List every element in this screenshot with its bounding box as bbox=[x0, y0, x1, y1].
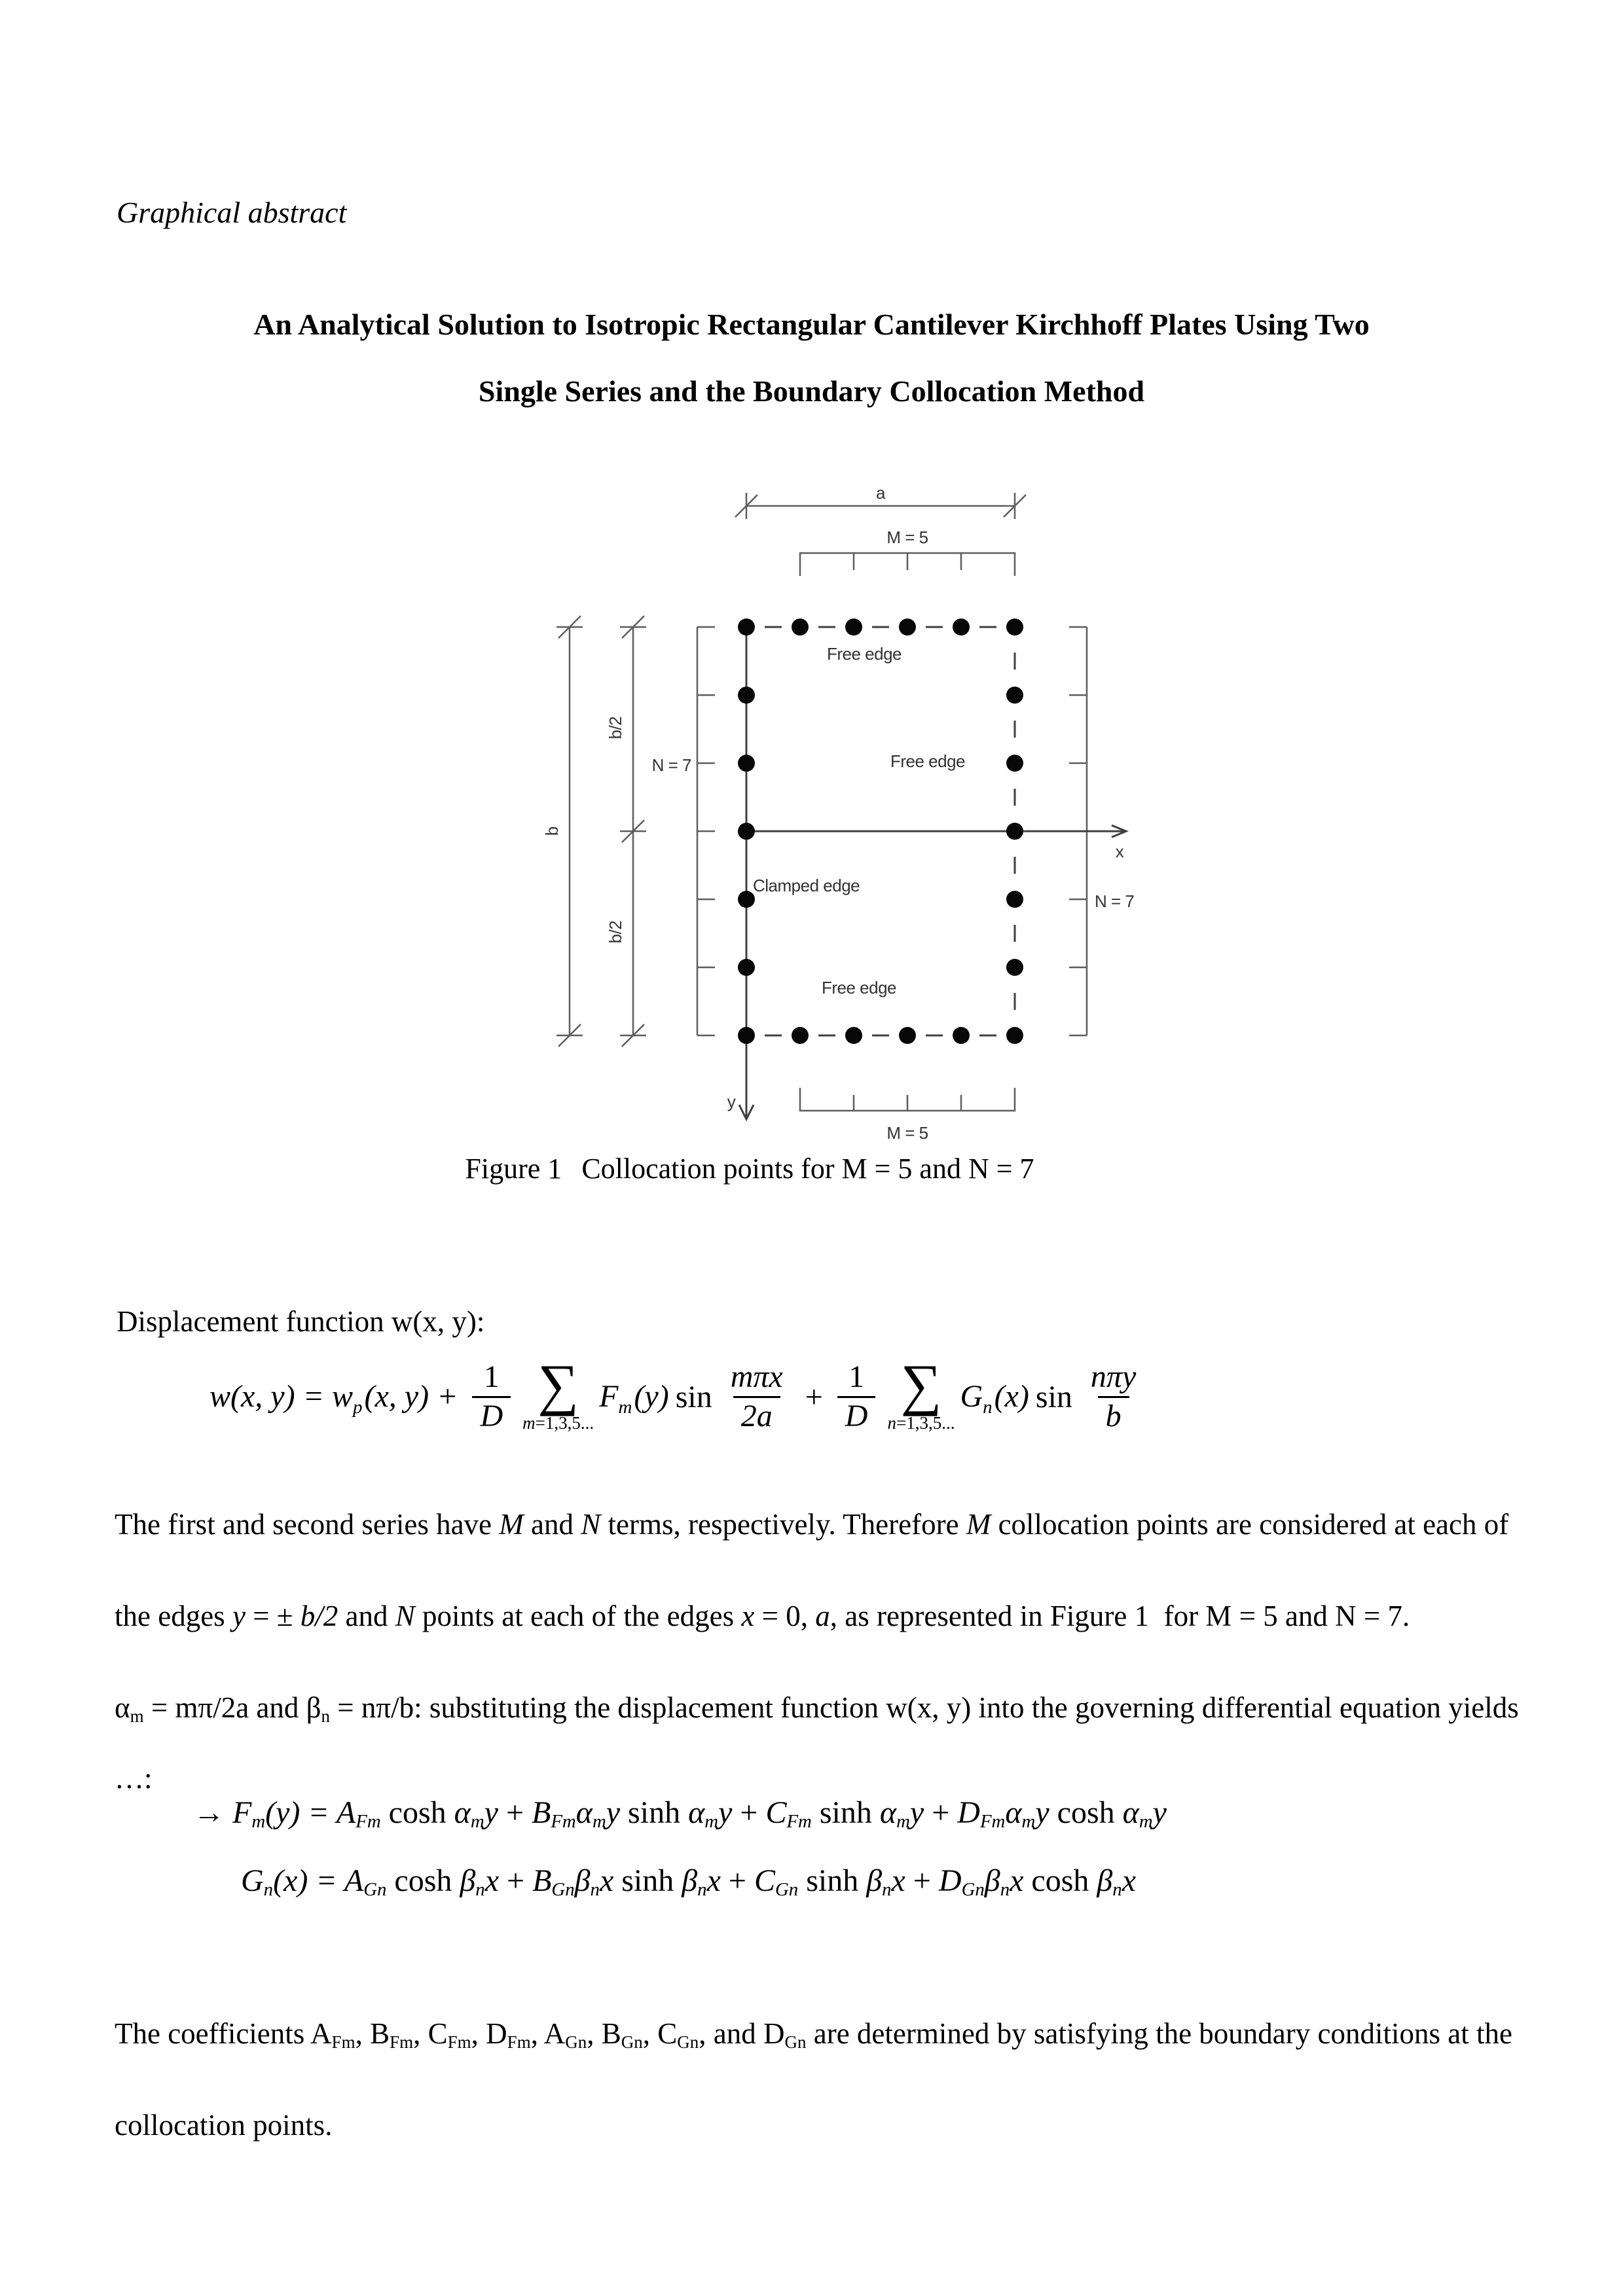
y-axis bbox=[727, 1092, 754, 1119]
fraction-npiy-b: $\frac{\text{nπy}}{b}$ bbox=[1090, 1359, 1137, 1433]
b-half-lower-label: b/2 bbox=[606, 920, 625, 944]
n-left-label: N = 7 bbox=[651, 755, 691, 775]
dimension-b bbox=[542, 616, 583, 1047]
title-line-2: Single Series and the Boundary Collocation Method bbox=[478, 374, 1145, 408]
title-line-1: An Analytical Solution to Isotropic Rectangular Cantilever Kirchhoff Plates Using Two bbox=[253, 308, 1370, 341]
eq1-F: F bbox=[599, 1379, 619, 1414]
equation-displacement-row: w(x, y) = w p (x, y) + $\frac{1}{D}$ ∑ m=1,3,5... F m (y) sin $\frac{\text{mπx}}{2a}$ + $\frac{1}{D}$ ∑ n=1,3,5... G n (x) sin $\frac{\text{nπy}}{b}$ bbox=[210, 1361, 1150, 1433]
figure-caption bbox=[0, 1152, 1499, 1185]
clamped-edge-label: Clamped edge bbox=[753, 876, 860, 895]
paper-title bbox=[0, 306, 1623, 410]
free-edge-bottom-label: Free edge bbox=[821, 978, 897, 997]
free-edge-right-label: Free edge bbox=[890, 751, 966, 771]
ruler-m-bottom bbox=[800, 1088, 1015, 1143]
plate-edges bbox=[746, 627, 1015, 1118]
summation-n: ∑ n=1,3,5... bbox=[887, 1353, 955, 1433]
figure-caption-number: Figure 1 bbox=[465, 1153, 562, 1185]
paragraph-alpha-beta: αm = mπ/2a and βn = nπ/b: substituting the displacement function w(x, y) into the governing differential equation yields bbox=[115, 1691, 1519, 1726]
paragraph-coefficients-line-2: collocation points. bbox=[115, 2109, 333, 2142]
eq1-G: G bbox=[960, 1379, 983, 1414]
fraction-mpix-2a: $\frac{\text{mπx}}{2a}$ bbox=[730, 1359, 783, 1433]
sigma-icon: ∑ bbox=[538, 1353, 579, 1417]
fraction-1-over-D: $\frac{1}{D}$ bbox=[472, 1361, 511, 1433]
m-top-label: M = 5 bbox=[886, 528, 928, 547]
equation-displacement bbox=[210, 1353, 1150, 1433]
paragraph-series-line-1: The first and second series have M and N terms, respectively. Therefore M collocation points are considered at each of bbox=[115, 1508, 1509, 1541]
x-axis-label: x bbox=[1115, 842, 1124, 861]
ruler-n-left bbox=[652, 627, 715, 1035]
b-half-upper-label: b/2 bbox=[606, 716, 625, 740]
fraction-1-over-D-2: $\frac{1}{D}$ bbox=[837, 1361, 876, 1433]
dim-b-label: b bbox=[542, 827, 562, 836]
free-edge-top-label: Free edge bbox=[826, 644, 902, 664]
figure-diagram bbox=[537, 484, 1159, 1145]
ellipsis-line: …: bbox=[115, 1762, 153, 1795]
eq1-lhs-rest: (x, y) + bbox=[364, 1379, 466, 1414]
figure-caption-text: Collocation points for M = 5 and N = 7 bbox=[581, 1153, 1034, 1185]
sin-function: sin bbox=[1035, 1379, 1072, 1414]
summation-m: ∑ m=1,3,5... bbox=[522, 1353, 594, 1433]
paragraph-coefficients-line-1: The coefficients AFm, BFm, CFm, DFm, AGn, BGn, CGn, and DGn are determined by satisfying the boundary conditions at the bbox=[115, 2017, 1512, 2052]
sin-function: sin bbox=[675, 1379, 712, 1414]
displacement-heading: Displacement function w(x, y): bbox=[117, 1305, 485, 1338]
dimension-b-half bbox=[606, 616, 646, 1047]
eq1-lhs-sub: p bbox=[353, 1396, 363, 1418]
plus-operator: + bbox=[805, 1379, 823, 1414]
y-axis-label: y bbox=[727, 1092, 736, 1111]
equation-Gn: Gn(x) = AGn cosh βnx + BGnβnx sinh βnx + CGn sinh βnx + DGnβnx cosh βnx bbox=[241, 1863, 1137, 1901]
eq1-lhs: w(x, y) = w bbox=[210, 1379, 353, 1414]
equation-Fm: → Fm(y) = AFm cosh αmy + BFmαmy sinh αmy + CFm sinh αmy + DFmαmy cosh αmy bbox=[193, 1795, 1167, 1833]
paragraph-series-line-2: the edges y = ± b/2 and N points at each of the edges x = 0, a, as represented in Figure 1 for M = 5 and N = 7. bbox=[115, 1600, 1410, 1632]
x-axis bbox=[746, 825, 1126, 861]
m-bottom-label: M = 5 bbox=[886, 1123, 928, 1143]
ruler-m-top bbox=[800, 528, 1015, 576]
graphical-abstract-label: Graphical abstract bbox=[117, 196, 347, 229]
dimension-a bbox=[735, 484, 1026, 519]
sigma-icon: ∑ bbox=[900, 1353, 942, 1417]
dim-a-label: a bbox=[876, 484, 885, 503]
n-right-label: N = 7 bbox=[1095, 891, 1135, 911]
